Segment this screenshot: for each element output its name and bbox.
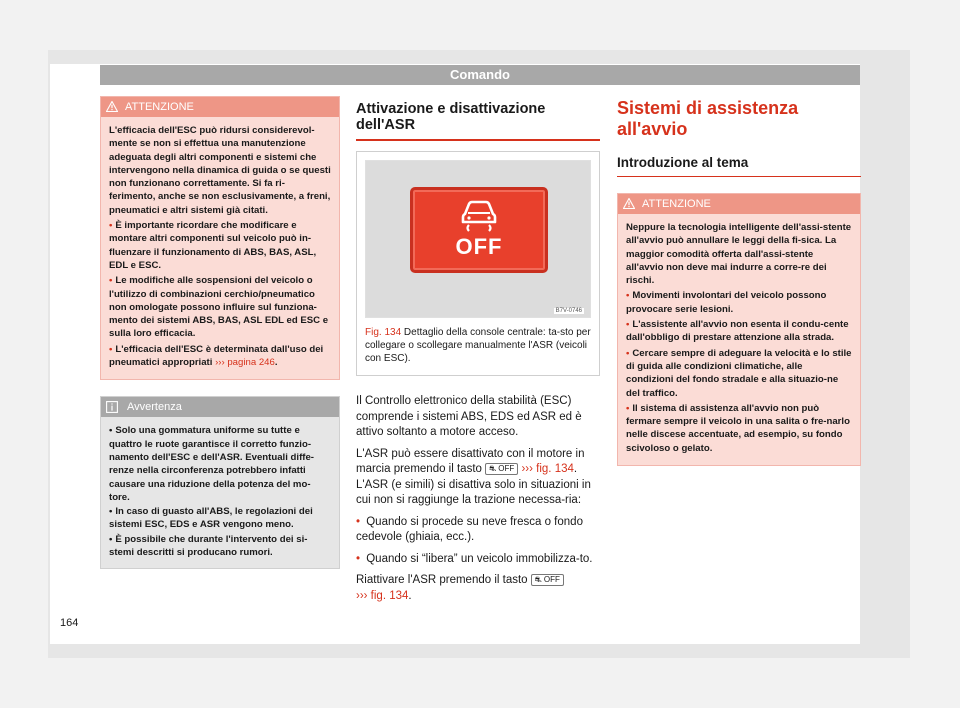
section-header: Comando [100,65,860,85]
warning-header [618,194,860,214]
figure-link[interactable]: ››› fig. 134 [356,589,409,602]
paragraph: Riattivare l'ASR premendo il tasto ⛐ OFF ››› fig. 134. [356,573,600,604]
page-link[interactable]: ››› pagina 246 [215,357,275,369]
esc-car-skid-icon [455,198,503,232]
info-icon [106,401,118,413]
off-label: OFF [455,234,503,259]
warning-box [617,193,861,466]
warning-body [101,117,339,379]
list-item: • È possibile che durante l'intervento dei si-stemi descritti si producano rumori. [109,533,308,559]
warning-header [101,97,339,117]
list-item: • L'assistente all'avvio non esenta il condu-cente dall'obbligo di prestare attenzione alla strada. [626,319,849,344]
list-item: • Solo una gommatura uniforme su tutte e quattro le ruote garantisce il corretto funzio-namento dell'ESC e dell'ASR. Eventuali diffe-renze nella circonferenza potrebbero infatti causare una riduzione della potenza del mo-tore. [109,425,315,503]
column-middle [356,96,600,610]
page-number: 164 [60,617,79,629]
list-item: • Il sistema di assistenza all'avvio non può fermare sempre il veicolo in una salita o fre-narlo nelle discese accentuate, ad esempio, su fondo scivoloso o gelato. [626,402,850,454]
warning-label: ATTENZIONE [125,101,194,113]
column-left [100,96,340,569]
list-item: • Quando si “libera” un veicolo immobilizza-to. [356,552,593,565]
list-item: • L'efficacia dell'ESC è determinata dall'uso dei pneumatici appropriati ››› pagina 246. [109,343,324,369]
section-heading: Attivazione e disattivazione dell'ASR [356,101,600,141]
figure-image [365,160,591,318]
warning-intro: L'efficacia dell'ESC può ridursi considerevol-mente se non si effettua una manutenzione adeguata degli altri componenti e sistemi che intervengono nella dinamica di guida o se questi non funzionano correttamente. Si fa ri-ferimento, anche se non esclusivamente, a freni, pneumatici e altri sistemi già citati. [109,125,331,216]
figure-number: Fig. 134 [365,327,402,338]
key-esc-icon: ⛐ OFF [485,463,518,475]
list-item: • Quando si procede su neve fresca o fondo cedevole (ghiaia, ecc.). [356,515,583,543]
column-right [617,96,861,466]
list-item: • Cercare sempre di adeguare la velocità e lo stile di guida alle condizioni climatiche, alle condizioni del fondo stradale e alla situazio-ne del traffico. [626,347,852,399]
asr-off-button-image [410,187,548,273]
warning-body [618,214,860,465]
warning-box [100,96,340,380]
note-label: Avvertenza [127,401,182,414]
warning-triangle-icon [106,101,118,112]
body-text [356,394,600,604]
warning-triangle-icon [623,198,635,209]
list-item: • Le modifiche alle sospensioni del veicolo o l'utilizzo di combinazioni cerchio/pneumatico non omologate possono influire sul funziona-mento dei sistemi ABS, BAS, ASL EDL ed ESC e sulla loro efficacia. [109,275,329,340]
key-esc-icon: ⛐ OFF [531,574,564,586]
warning-intro: Neppure la tecnologia intelligente dell'assi-stente all'avvio può annullare le leggi della fi-sica. La maggior comodità offerta dall'assi-stente all'avvio non deve mai indurre a corre-re dei rischi. [626,222,852,287]
figure-link[interactable]: ››› fig. 134 [521,463,574,475]
figure [356,151,600,376]
figure-caption: Fig. 134 Dettaglio della console centrale: ta-sto per collegare o scollegare manualmente l'ASR (veicoli con ESC). [365,327,591,364]
list-item: • Movimenti involontari del veicolo possono provocare serie lesioni. [626,290,827,315]
subsection-heading: Introduzione al tema [617,155,861,177]
list-item: • È importante ricordare che modificare e montare altri componenti sul veicolo può in-fluenzare il funzionamento di ABS, BAS, ASL, EDL e ESC. [109,220,317,271]
list-item: • In caso di guasto all'ABS, le regolazioni dei sistemi ESC, EDS e ASR vengono meno. [109,506,313,531]
note-header [101,397,339,417]
paragraph: L'ASR può essere disattivato con il motore in marcia premendo il tasto ⛐ OFF ››› fig. 134. L'ASR (e simili) si disattiva solo in situazioni in cui non si raggiunge la trazione necessa-ria: [356,447,591,506]
warning-label: ATTENZIONE [642,198,711,210]
note-body [101,417,339,568]
note-box [100,396,340,569]
paragraph: Il Controllo elettronico della stabilità (ESC) comprende i sistemi ABS, EDS ed ASR ed è attivo soltanto a motore acceso. [356,395,582,438]
figure-code: B7V-0746 [555,308,582,314]
chapter-title: Sistemi di assistenza all'avvio [617,98,799,139]
